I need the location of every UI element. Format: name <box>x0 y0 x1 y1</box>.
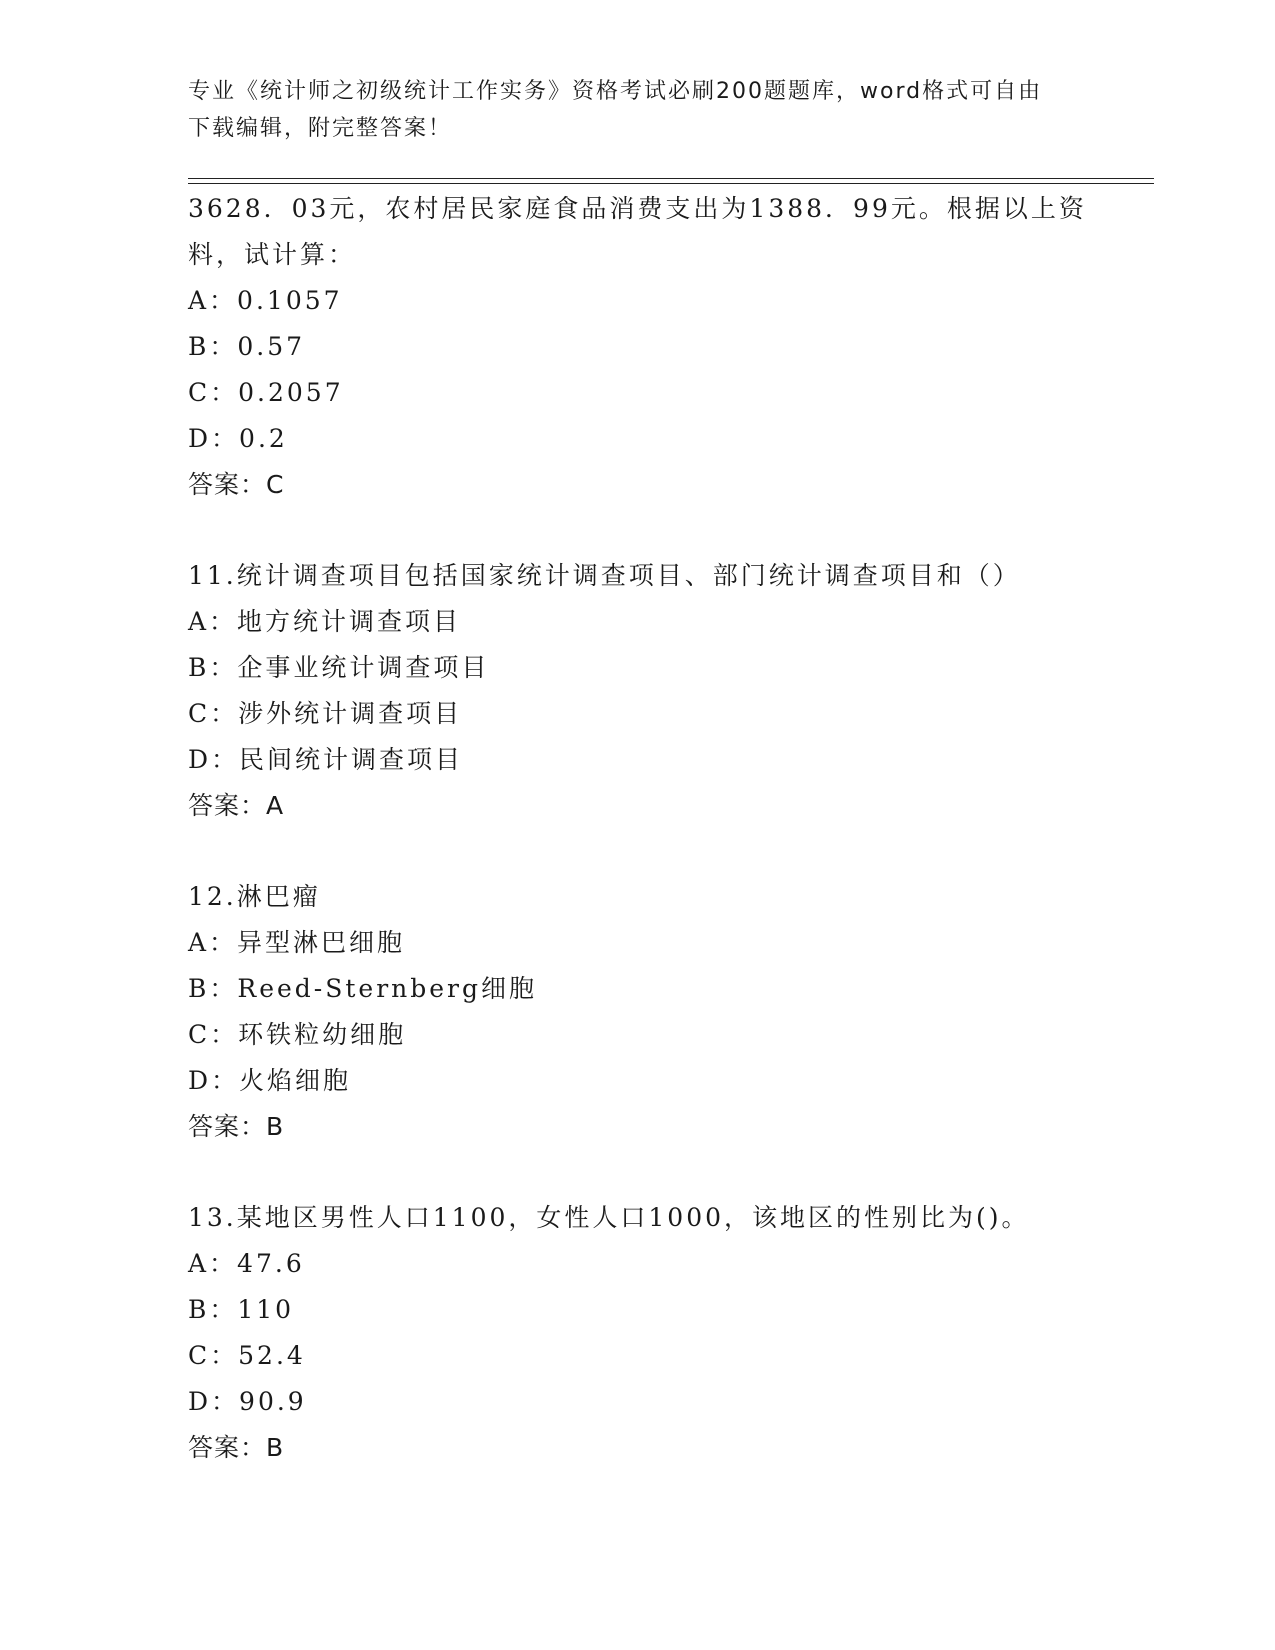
question-13-stem: 13.某地区男性人口1100，女性人口1000，该地区的性别比为()。 <box>188 1203 1030 1232</box>
question-12-answer: 答案：B <box>188 1112 285 1141</box>
header-title-line-1: 专业《统计师之初级统计工作实务》资格考试必刷200题题库，word格式可自由 <box>188 79 1043 104</box>
question-list <box>188 186 1128 1471</box>
question-11-option-b: B：企事业统计调查项目 <box>188 653 490 682</box>
question-12-stem: 12.淋巴瘤 <box>188 882 321 911</box>
question-10-stem-line-1: 3628．03元，农村居民家庭食品消费支出为1388．99元。根据以上资 <box>188 194 1087 223</box>
question-10-option-d: D：0.2 <box>188 424 288 453</box>
header-divider-top <box>188 178 1154 179</box>
question-11-option-a: A：地方统计调查项目 <box>188 607 462 636</box>
question-spacer <box>188 1150 1128 1195</box>
question-13-option-a: A：47.6 <box>188 1249 305 1278</box>
question-10-stem-line-2: 料，试计算： <box>188 240 357 269</box>
question-11-stem: 11.统计调查项目包括国家统计调查项目、部门统计调查项目和（） <box>188 561 1021 590</box>
question-13-option-d: D：90.9 <box>188 1387 307 1416</box>
question-11-answer: 答案：A <box>188 791 285 820</box>
question-13-option-b: B：110 <box>188 1295 295 1324</box>
question-10-option-c: C：0.2057 <box>188 378 344 407</box>
question-13-option-c: C：52.4 <box>188 1341 306 1370</box>
question-11 <box>188 553 1128 829</box>
question-13 <box>188 1195 1128 1471</box>
question-11-option-c: C：涉外统计调查项目 <box>188 699 463 728</box>
question-12 <box>188 874 1128 1150</box>
question-12-option-b: B：Reed-Sternberg细胞 <box>188 974 538 1003</box>
question-12-option-a: A：异型淋巴细胞 <box>188 928 406 957</box>
question-10-option-b: B：0.57 <box>188 332 306 361</box>
question-11-option-d: D：民间统计调查项目 <box>188 745 464 774</box>
question-12-option-c: C：环铁粒幼细胞 <box>188 1020 407 1049</box>
question-12-option-d: D：火焰细胞 <box>188 1066 352 1095</box>
question-spacer <box>188 829 1128 874</box>
question-10-option-a: A：0.1057 <box>188 286 343 315</box>
question-10 <box>188 186 1128 508</box>
header-title-line-2: 下载编辑，附完整答案！ <box>188 116 453 141</box>
header-divider-bottom <box>188 183 1154 184</box>
question-10-answer: 答案：C <box>188 470 285 499</box>
document-header <box>188 73 1088 147</box>
question-13-answer: 答案：B <box>188 1433 285 1462</box>
question-spacer <box>188 508 1128 553</box>
